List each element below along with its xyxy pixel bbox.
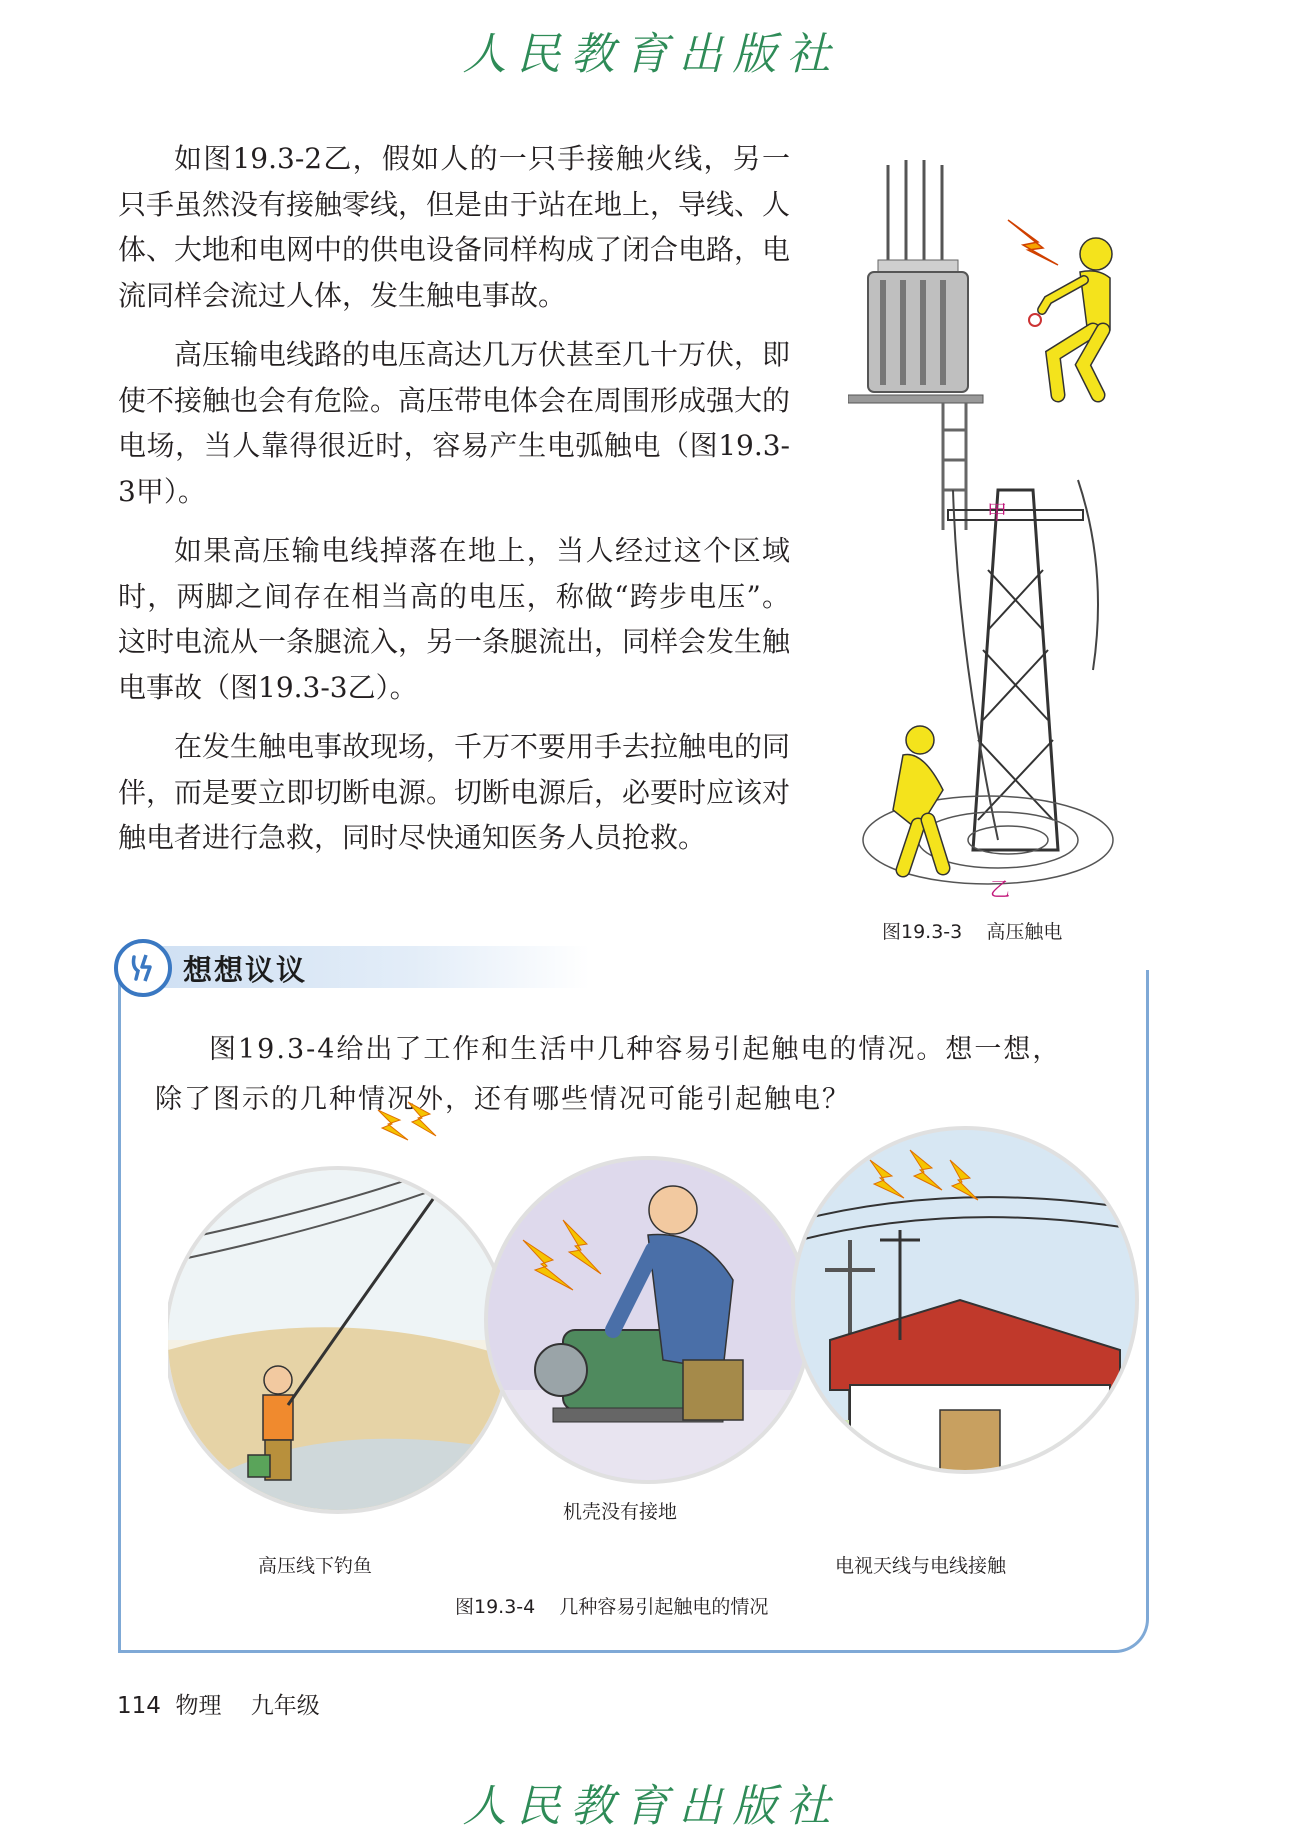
body-text	[118, 136, 790, 875]
transmission-tower-illustration	[863, 480, 1113, 884]
think-line-2: 除了图示的几种情况外，还有哪些情况可能引起触电？	[155, 1084, 851, 1115]
paragraph-4: 在发生触电事故现场，千万不要用手去拉触电的同伴，而是要立即切断电源。切断电源后，必要时应该对触电者进行急救，同时尽快通知医务人员抢救。	[118, 730, 791, 854]
paragraph-1: 如图19.3-2乙，假如人的一只手接触火线，另一只手虽然没有接触零线，但是由于站在地上，导线、人体、大地和电网中的供电设备同样构成了闭合电路，电流同样会流过人体，发生触电事故。	[118, 142, 791, 312]
lightbulb-head-icon	[112, 937, 174, 999]
scene-caption-antenna: 电视天线与电线接触	[835, 1555, 1007, 1577]
page-footer: 114 物理 九年级	[117, 1693, 320, 1719]
paragraph-3: 如果高压输电线掉落在地上，当人经过这个区域时，两脚之间存在相当高的电压，称做“跨步电压”。这时电流从一条腿流入，另一条腿流出，同样会发生触电事故（图19.3-3乙）。	[118, 534, 791, 704]
think-discuss-title: 想想议议	[183, 953, 308, 987]
figure4-caption: 图19.3-4 几种容易引起触电的情况	[455, 1596, 769, 1618]
publisher-footer: 人民教育出版社	[462, 1781, 841, 1832]
scene-motor-not-grounded	[483, 1140, 813, 1540]
scene-caption-fishing: 高压线下钓鱼	[258, 1555, 373, 1577]
scene-caption-motor: 机壳没有接地	[563, 1501, 678, 1523]
think-line-1: 图19.3-4给出了工作和生活中几种容易引起触电的情况。想一想，	[209, 1034, 1062, 1065]
paragraph-2: 高压输电线路的电压高达几万伏甚至几十万伏，即使不接触也会有危险。高压带电体会在周围形成强大的电场，当人靠得很近时，容易产生电弧触电（图19.3-3甲）。	[118, 338, 791, 508]
figure3-label-yi: 乙	[990, 877, 1010, 901]
figure-high-voltage-illustration	[848, 150, 1148, 970]
transformer-illustration	[848, 160, 1112, 530]
publisher-header: 人民教育出版社	[462, 29, 841, 80]
figure3-label-jia: 甲	[987, 500, 1007, 524]
scene-tv-antenna-touching-power-line	[780, 1090, 1140, 1530]
figure3-caption: 图19.3-3 高压触电	[882, 921, 1063, 943]
scene-fishing-under-power-line	[168, 1090, 518, 1520]
